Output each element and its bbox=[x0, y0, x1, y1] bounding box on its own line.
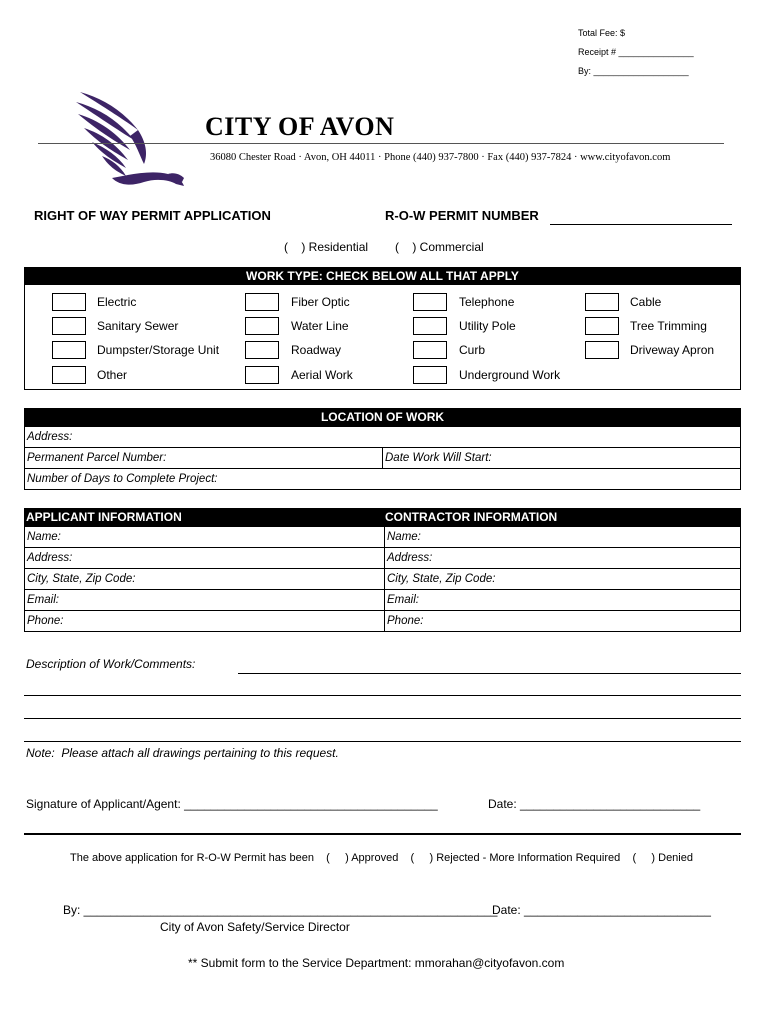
applicant-address-field[interactable]: Address: bbox=[25, 548, 385, 569]
office-by-field[interactable]: By: ___________________ bbox=[578, 66, 689, 76]
director-title: City of Avon Safety/Service Director bbox=[160, 920, 350, 934]
other-checkbox[interactable] bbox=[52, 366, 86, 384]
tree-trimming-checkbox[interactable] bbox=[585, 317, 619, 335]
underground-work-label: Underground Work bbox=[459, 368, 561, 382]
applicant-email-field[interactable]: Email: bbox=[25, 590, 385, 611]
party-info-table bbox=[24, 526, 741, 632]
telephone-label: Telephone bbox=[459, 295, 515, 309]
applicant-heading: APPLICANT INFORMATION bbox=[26, 510, 182, 524]
driveway-apron-label: Driveway Apron bbox=[630, 343, 715, 357]
water-line-label: Water Line bbox=[291, 319, 349, 333]
telephone-checkbox[interactable] bbox=[413, 293, 447, 311]
signature-date-field[interactable]: Date: ___________________________ bbox=[488, 797, 701, 811]
utility-pole-label: Utility Pole bbox=[459, 319, 516, 333]
header-rule bbox=[38, 143, 724, 144]
aerial-work-label: Aerial Work bbox=[291, 368, 353, 382]
description-line-2[interactable] bbox=[24, 695, 741, 696]
roadway-label: Roadway bbox=[291, 343, 342, 357]
aerial-work-checkbox[interactable] bbox=[245, 366, 279, 384]
applicant-city-field[interactable]: City, State, Zip Code: bbox=[25, 569, 385, 590]
fiber-optic-checkbox[interactable] bbox=[245, 293, 279, 311]
sanitary-sewer-checkbox[interactable] bbox=[52, 317, 86, 335]
application-title: RIGHT OF WAY PERMIT APPLICATION bbox=[34, 208, 271, 223]
contractor-name-field[interactable]: Name: bbox=[385, 527, 741, 548]
permit-number-label: R-O-W PERMIT NUMBER bbox=[385, 208, 539, 223]
cable-label: Cable bbox=[630, 295, 662, 309]
approval-status-line[interactable]: The above application for R-O-W Permit has been ( ) Approved ( ) Rejected - More Information Required ( ) Denied bbox=[70, 852, 693, 864]
electric-label: Electric bbox=[97, 295, 137, 309]
parcel-number-field[interactable]: Permanent Parcel Number: bbox=[25, 448, 383, 469]
dumpster-label: Dumpster/Storage Unit bbox=[97, 343, 220, 357]
applicant-signature-field[interactable]: Signature of Applicant/Agent: ______________________________________ bbox=[26, 797, 438, 811]
description-label: Description of Work/Comments: bbox=[26, 657, 196, 671]
residential-option[interactable]: ( ) Residential bbox=[284, 240, 369, 254]
electric-checkbox[interactable] bbox=[52, 293, 86, 311]
applicant-name-field[interactable]: Name: bbox=[25, 527, 385, 548]
sanitary-sewer-label: Sanitary Sewer bbox=[97, 319, 179, 333]
cable-checkbox[interactable] bbox=[585, 293, 619, 311]
applicant-phone-field[interactable]: Phone: bbox=[25, 611, 385, 632]
days-to-complete-field[interactable]: Number of Days to Complete Project: bbox=[25, 469, 741, 490]
utility-pole-checkbox[interactable] bbox=[413, 317, 447, 335]
start-date-field[interactable]: Date Work Will Start: bbox=[383, 448, 741, 469]
info-heading-bar bbox=[24, 508, 741, 526]
curb-label: Curb bbox=[459, 343, 486, 357]
approval-divider bbox=[24, 833, 741, 835]
description-line-1[interactable] bbox=[238, 673, 741, 674]
roadway-checkbox[interactable] bbox=[245, 341, 279, 359]
contractor-email-field[interactable]: Email: bbox=[385, 590, 741, 611]
fiber-optic-label: Fiber Optic bbox=[291, 295, 350, 309]
water-line-checkbox[interactable] bbox=[245, 317, 279, 335]
city-contact-line: 36080 Chester Road · Avon, OH 44011 · Phone (440) 937-7800 · Fax (440) 937-7824 · www.cityofavon.com bbox=[210, 152, 671, 163]
director-signature-field[interactable]: By: ______________________________________________________________ bbox=[63, 903, 498, 917]
location-heading: LOCATION OF WORK bbox=[24, 408, 741, 426]
approval-date-field[interactable]: Date: ____________________________ bbox=[492, 903, 711, 917]
description-line-3[interactable] bbox=[24, 718, 741, 719]
location-table bbox=[24, 426, 741, 490]
curb-checkbox[interactable] bbox=[413, 341, 447, 359]
contractor-phone-field[interactable]: Phone: bbox=[385, 611, 741, 632]
receipt-field[interactable]: Receipt # _______________ bbox=[578, 47, 694, 57]
other-label: Other bbox=[97, 368, 128, 382]
contractor-heading: CONTRACTOR INFORMATION bbox=[385, 510, 558, 524]
commercial-option[interactable]: ( ) Commercial bbox=[395, 240, 484, 254]
tree-trimming-label: Tree Trimming bbox=[630, 319, 707, 333]
city-name-heading: CITY OF AVON bbox=[205, 112, 395, 141]
submit-instructions: ** Submit form to the Service Department: mmorahan@cityofavon.com bbox=[188, 956, 565, 970]
total-fee-field[interactable]: Total Fee: $ bbox=[578, 28, 626, 38]
location-address-field[interactable]: Address: bbox=[25, 427, 741, 448]
description-line-4[interactable] bbox=[24, 741, 741, 742]
permit-number-field[interactable] bbox=[550, 224, 732, 225]
city-eagle-logo bbox=[72, 90, 190, 192]
underground-work-checkbox[interactable] bbox=[413, 366, 447, 384]
contractor-city-field[interactable]: City, State, Zip Code: bbox=[385, 569, 741, 590]
office-use-block bbox=[578, 28, 698, 85]
driveway-apron-checkbox[interactable] bbox=[585, 341, 619, 359]
dumpster-checkbox[interactable] bbox=[52, 341, 86, 359]
work-type-heading: WORK TYPE: CHECK BELOW ALL THAT APPLY bbox=[24, 267, 741, 285]
drawings-note: Note: Please attach all drawings pertaining to this request. bbox=[26, 746, 339, 760]
contractor-address-field[interactable]: Address: bbox=[385, 548, 741, 569]
